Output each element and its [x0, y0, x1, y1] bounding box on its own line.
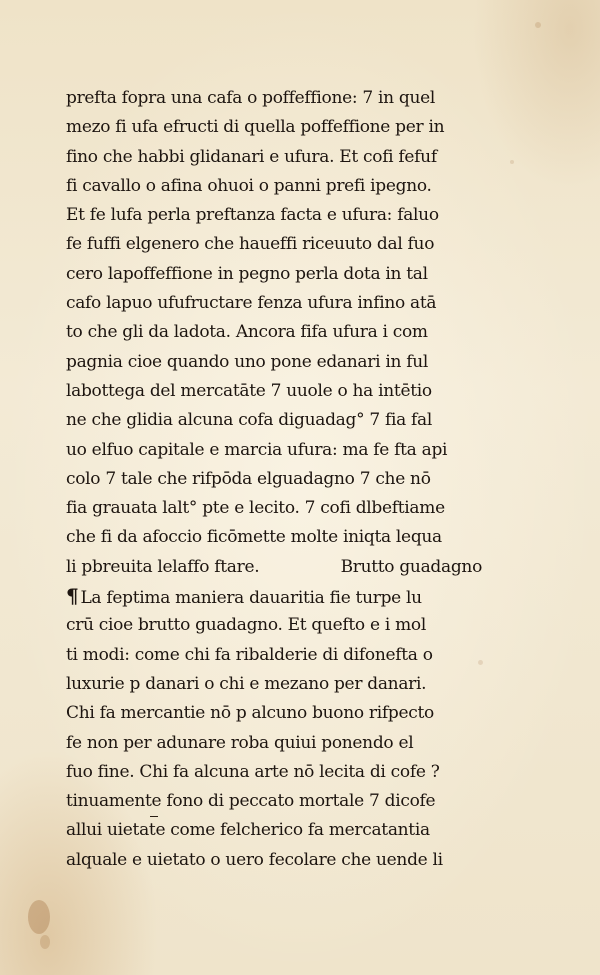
- text-line-content: La feptima maniera dauaritia fie turpe lu: [80, 588, 422, 609]
- text-line: to che gli da ladota. Ancora fifa ufura i com: [66, 322, 428, 343]
- foxing-stain: [28, 900, 50, 934]
- text-line: fuo fine. Chi fa alcuna arte nō lecita di cofe ?: [66, 761, 440, 782]
- foxing-stain: [535, 22, 541, 28]
- text-line: uo elfuo capitale e marcia ufura: ma fe fta api: [66, 439, 448, 460]
- text-line: pagnia cioe quando uno pone edanari in ful: [66, 351, 428, 372]
- text-line: alquale e uietato o uero fecolare che uende li: [66, 849, 443, 870]
- text-line: Chi fa mercantie nō p alcuno buono rifpecto: [66, 703, 434, 724]
- text-line: colo 7 tale che rifpōda elguadagno 7 che nō: [66, 468, 431, 489]
- text-line: fe non per adunare roba quiui ponendo el: [66, 732, 414, 753]
- text-line: fi cavallo o afina ohuoi o panni prefi ipegno.: [66, 175, 432, 196]
- text-line: prefta fopra una cafa o poffeffione: 7 in quel: [66, 88, 436, 108]
- text-line: che fi da afoccio ficōmette molte iniqta lequa: [66, 527, 442, 548]
- text-block: [66, 84, 482, 875]
- text-line: ne che glidia alcuna cofa diguadag° 7 fia fal: [66, 410, 433, 431]
- signature-mark: [150, 812, 158, 817]
- rubric-line: [66, 553, 482, 582]
- text-line: fino che habbi glidanari e ufura. Et cofi fefuf: [66, 146, 437, 167]
- text-line: cero lapoffeffione in pegno perla dota in tal: [66, 263, 428, 284]
- text-line: fe fuffi elgenero che haueffi riceuuto dal fuo: [66, 234, 435, 255]
- foxing-stain: [510, 160, 514, 164]
- text-line: crū cioe brutto guadagno. Et quefto e i mol: [66, 615, 426, 636]
- text-line: tinuamente fono di peccato mortale 7 dicofe: [66, 791, 436, 812]
- text-line: Et fe lufa perla preftanza facta e ufura: faluo: [66, 205, 439, 226]
- foxing-stain: [40, 935, 50, 949]
- text-line: cafo lapuo ufufructare fenza ufura infino atā: [66, 293, 437, 314]
- rubric-heading: Brutto guadagno: [340, 556, 482, 577]
- text-line: allui uietate come felcherico fa mercatantia: [66, 820, 430, 841]
- text-line: li pbreuita lelaffo ftare.: [66, 556, 260, 577]
- text-line: [66, 582, 482, 611]
- text-line: mezo fi ufa efructi di quella poffeffione per in: [66, 117, 445, 138]
- pilcrow-mark: ¶: [66, 584, 79, 609]
- text-line: labottega del mercatāte 7 uuole o ha intētio: [66, 380, 432, 401]
- text-line: ti modi: come chi fa ribalderie di difonefta o: [66, 644, 433, 665]
- text-line: fia grauata lalt° pte e lecito. 7 cofi dlbeftiame: [66, 498, 445, 519]
- text-line: luxurie p danari o chi e mezano per danari.: [66, 673, 427, 694]
